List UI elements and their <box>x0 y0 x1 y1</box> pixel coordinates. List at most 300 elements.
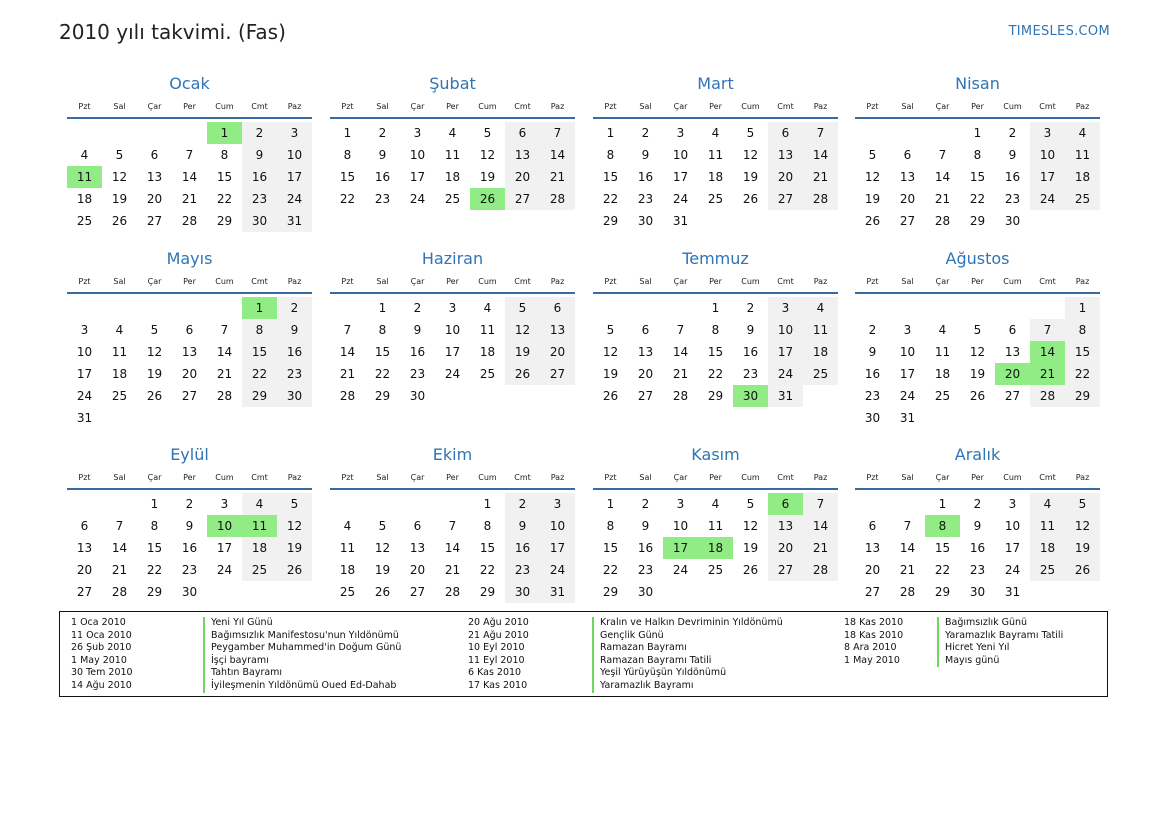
day-cell: 24 <box>672 192 689 206</box>
weekday-label: Sal <box>901 472 914 482</box>
legend-item: Bağımsızlık Günü <box>937 617 1063 630</box>
day-cell: 19 <box>277 537 312 559</box>
legend-item: 21 Ağu 2010 <box>468 629 529 641</box>
day-cell: 26 <box>864 214 881 228</box>
weekday-label: Paz <box>1075 472 1090 482</box>
day-cell: 17 <box>899 367 916 381</box>
day-cell: 13 <box>864 541 881 555</box>
weekday-label: Cum <box>215 472 234 482</box>
day-cell: 15 <box>339 170 356 184</box>
day-cell: 24 <box>277 188 312 210</box>
weekday-label: Pzt <box>866 276 879 286</box>
day-cell: 1 <box>378 301 387 315</box>
day-cell: 18 <box>339 563 356 577</box>
day-cell: 3 <box>768 297 803 319</box>
weekday-label: Pzt <box>341 101 354 111</box>
weekday-label: Paz <box>813 472 828 482</box>
weekday-label: Pzt <box>604 101 617 111</box>
day-cell: 14 <box>540 144 575 166</box>
empty-cell <box>67 122 102 144</box>
day-cell: 19 <box>374 563 391 577</box>
day-cell: 1 <box>606 126 615 140</box>
day-cell: 23 <box>374 192 391 206</box>
empty-cell <box>67 297 102 319</box>
legend-item: 26 Şub 2010 <box>71 642 132 654</box>
empty-cell <box>890 297 925 319</box>
holiday-day-cell: 21 <box>1030 363 1065 385</box>
empty-cell <box>628 297 663 319</box>
day-cell: 17 <box>768 341 803 363</box>
month-name: Haziran <box>421 249 484 268</box>
day-cell: 16 <box>1004 170 1021 184</box>
day-cell: 2 <box>242 122 277 144</box>
day-cell: 5 <box>150 323 159 337</box>
day-cell: 28 <box>672 389 689 403</box>
day-grid <box>855 297 1100 429</box>
day-cell: 2 <box>185 497 194 511</box>
day-cell: 10 <box>768 319 803 341</box>
day-cell: 18 <box>707 170 724 184</box>
day-cell: 9 <box>641 148 650 162</box>
day-cell: 18 <box>1030 537 1065 559</box>
empty-cell <box>400 493 435 515</box>
day-cell: 22 <box>242 363 277 385</box>
month-name: Aralık <box>954 445 1001 464</box>
day-cell: 9 <box>242 144 277 166</box>
weekday-label: Paz <box>1075 101 1090 111</box>
legend-item: 1 May 2010 <box>844 654 900 666</box>
month-name: Eylül <box>170 445 209 464</box>
day-cell: 18 <box>803 341 838 363</box>
day-cell: 14 <box>339 345 356 359</box>
weekday-label: Paz <box>287 101 302 111</box>
day-cell: 28 <box>339 389 356 403</box>
day-cell: 2 <box>277 297 312 319</box>
day-cell: 1 <box>1065 297 1100 319</box>
day-cell: 15 <box>602 170 619 184</box>
weekday-label: Cum <box>1003 276 1022 286</box>
day-cell: 16 <box>374 170 391 184</box>
day-cell: 23 <box>505 559 540 581</box>
day-cell: 23 <box>864 389 881 403</box>
weekday-label: Pzt <box>341 472 354 482</box>
empty-cell <box>593 297 628 319</box>
day-cell: 18 <box>242 537 277 559</box>
day-cell: 23 <box>1004 192 1021 206</box>
holiday-legend <box>59 611 1108 697</box>
day-cell: 25 <box>444 192 461 206</box>
weekday-header <box>855 466 1100 490</box>
weekday-label: Cum <box>741 101 760 111</box>
day-cell: 9 <box>1008 148 1017 162</box>
day-cell: 26 <box>277 559 312 581</box>
day-cell: 13 <box>637 345 654 359</box>
weekday-label: Cum <box>741 472 760 482</box>
day-grid <box>593 297 838 407</box>
day-cell: 10 <box>540 515 575 537</box>
weekday-label: Paz <box>813 276 828 286</box>
day-cell: 8 <box>711 323 720 337</box>
day-cell: 25 <box>76 214 93 228</box>
weekday-header <box>330 270 575 294</box>
day-cell: 30 <box>181 585 198 599</box>
holiday-day-cell: 1 <box>207 122 242 144</box>
legend-item: 10 Eyl 2010 <box>468 642 525 654</box>
day-cell: 25 <box>242 559 277 581</box>
day-cell: 9 <box>277 319 312 341</box>
day-cell: 27 <box>899 214 916 228</box>
day-cell: 31 <box>1004 585 1021 599</box>
day-cell: 27 <box>768 559 803 581</box>
day-cell: 27 <box>864 585 881 599</box>
day-cell: 8 <box>606 519 615 533</box>
day-cell: 28 <box>803 188 838 210</box>
day-cell: 21 <box>803 537 838 559</box>
day-cell: 16 <box>969 541 986 555</box>
day-cell: 9 <box>641 519 650 533</box>
holiday-day-cell: 1 <box>242 297 277 319</box>
day-grid <box>67 493 312 603</box>
day-cell: 18 <box>479 345 496 359</box>
legend-item: Kralın ve Halkın Devriminin Yıldönümü <box>592 617 783 630</box>
month-block <box>593 444 838 603</box>
weekday-label: Sal <box>113 101 126 111</box>
day-cell: 2 <box>868 323 877 337</box>
month-block <box>67 444 312 603</box>
day-cell: 13 <box>146 170 163 184</box>
weekday-label: Cmt <box>1039 101 1056 111</box>
site-link[interactable]: TIMESLES.COM <box>1008 24 1110 39</box>
day-cell: 10 <box>672 148 689 162</box>
weekday-header <box>593 466 838 490</box>
legend-item: 30 Tem 2010 <box>71 667 133 679</box>
weekday-header <box>67 270 312 294</box>
day-cell: 5 <box>115 148 124 162</box>
day-cell: 10 <box>277 144 312 166</box>
day-cell: 15 <box>216 170 233 184</box>
day-cell: 11 <box>111 345 128 359</box>
legend-item: Ramazan Bayramı Tatili <box>592 655 783 668</box>
weekday-label: Per <box>183 101 196 111</box>
day-cell: 13 <box>409 541 426 555</box>
day-cell: 2 <box>1008 126 1017 140</box>
day-cell: 23 <box>277 363 312 385</box>
weekday-label: Sal <box>639 276 652 286</box>
day-cell: 9 <box>185 519 194 533</box>
weekday-label: Sal <box>376 276 389 286</box>
day-cell: 28 <box>1030 385 1065 407</box>
day-cell: 3 <box>903 323 912 337</box>
day-cell: 12 <box>479 148 496 162</box>
day-cell: 20 <box>181 367 198 381</box>
day-cell: 16 <box>409 345 426 359</box>
day-cell: 20 <box>864 563 881 577</box>
day-cell: 25 <box>1030 559 1065 581</box>
empty-cell <box>925 297 960 319</box>
day-cell: 25 <box>111 389 128 403</box>
day-cell: 30 <box>242 210 277 232</box>
day-cell: 17 <box>672 170 689 184</box>
day-cell: 7 <box>220 323 229 337</box>
day-cell: 8 <box>343 148 352 162</box>
day-cell: 10 <box>1004 519 1021 533</box>
legend-item: 11 Oca 2010 <box>71 629 132 641</box>
holiday-day-cell: 11 <box>67 166 102 188</box>
day-cell: 3 <box>220 497 229 511</box>
day-cell: 21 <box>181 192 198 206</box>
legend-item: 20 Ağu 2010 <box>468 617 529 628</box>
empty-cell <box>172 297 207 319</box>
empty-cell <box>435 493 470 515</box>
day-cell: 23 <box>181 563 198 577</box>
day-cell: 15 <box>602 541 619 555</box>
day-cell: 14 <box>803 144 838 166</box>
day-cell: 7 <box>803 493 838 515</box>
legend-item: İyileşmenin Yıldönümü Oued Ed-Dahab <box>203 680 401 693</box>
day-cell: 4 <box>938 323 947 337</box>
legend-item: 11 Eyl 2010 <box>468 654 525 666</box>
day-grid <box>67 122 312 232</box>
day-cell: 19 <box>111 192 128 206</box>
day-cell: 7 <box>185 148 194 162</box>
day-cell: 17 <box>216 541 233 555</box>
day-cell: 21 <box>111 563 128 577</box>
day-cell: 20 <box>146 192 163 206</box>
day-cell: 30 <box>1004 214 1021 228</box>
weekday-label: Pzt <box>78 101 91 111</box>
empty-cell <box>365 493 400 515</box>
empty-cell <box>330 493 365 515</box>
weekday-label: Çar <box>673 276 688 286</box>
day-cell: 6 <box>768 122 803 144</box>
day-cell: 26 <box>602 389 619 403</box>
day-cell: 3 <box>413 126 422 140</box>
legend-item: 18 Kas 2010 <box>844 617 904 628</box>
day-cell: 28 <box>899 585 916 599</box>
day-cell: 1 <box>711 301 720 315</box>
day-cell: 25 <box>803 363 838 385</box>
day-cell: 31 <box>277 210 312 232</box>
day-cell: 22 <box>374 367 391 381</box>
day-cell: 14 <box>444 541 461 555</box>
weekday-label: Cum <box>478 276 497 286</box>
day-cell: 5 <box>277 493 312 515</box>
month-name: Ocak <box>169 74 210 93</box>
legend-item: 18 Kas 2010 <box>844 629 904 641</box>
day-cell: 29 <box>374 389 391 403</box>
weekday-label: Sal <box>113 276 126 286</box>
day-cell: 7 <box>448 519 457 533</box>
weekday-label: Paz <box>550 101 565 111</box>
day-cell: 29 <box>1065 385 1100 407</box>
day-cell: 2 <box>641 497 650 511</box>
day-cell: 30 <box>969 585 986 599</box>
holiday-day-cell: 20 <box>995 363 1030 385</box>
day-cell: 29 <box>146 585 163 599</box>
day-cell: 21 <box>444 563 461 577</box>
weekday-label: Çar <box>147 101 162 111</box>
day-cell: 22 <box>339 192 356 206</box>
day-cell: 30 <box>409 389 426 403</box>
day-cell: 2 <box>413 301 422 315</box>
day-cell: 31 <box>672 214 689 228</box>
day-cell: 2 <box>641 126 650 140</box>
weekday-label: Paz <box>550 472 565 482</box>
day-cell: 10 <box>1030 144 1065 166</box>
day-cell: 25 <box>479 367 496 381</box>
day-cell: 4 <box>448 126 457 140</box>
day-cell: 13 <box>540 319 575 341</box>
day-cell: 20 <box>76 563 93 577</box>
day-cell: 6 <box>413 519 422 533</box>
day-cell: 31 <box>768 385 803 407</box>
day-cell: 20 <box>768 166 803 188</box>
weekday-label: Cmt <box>1039 472 1056 482</box>
day-cell: 12 <box>146 345 163 359</box>
empty-cell <box>137 122 172 144</box>
weekday-header <box>330 466 575 490</box>
holiday-day-cell: 11 <box>242 515 277 537</box>
day-cell: 26 <box>111 214 128 228</box>
day-cell: 4 <box>711 497 720 511</box>
day-cell: 13 <box>768 515 803 537</box>
day-cell: 10 <box>444 323 461 337</box>
day-cell: 24 <box>1030 188 1065 210</box>
day-cell: 17 <box>444 345 461 359</box>
day-cell: 21 <box>672 367 689 381</box>
day-cell: 4 <box>803 297 838 319</box>
month-name: Şubat <box>429 74 476 93</box>
day-cell: 5 <box>746 126 755 140</box>
day-cell: 31 <box>899 411 916 425</box>
weekday-label: Per <box>709 101 722 111</box>
weekday-label: Cmt <box>251 101 268 111</box>
month-block <box>330 248 575 407</box>
weekday-label: Cum <box>741 276 760 286</box>
day-cell: 3 <box>448 301 457 315</box>
day-cell: 18 <box>76 192 93 206</box>
legend-col-names-2 <box>592 617 783 693</box>
day-cell: 24 <box>1004 563 1021 577</box>
empty-cell <box>137 297 172 319</box>
day-cell: 6 <box>185 323 194 337</box>
weekday-label: Cum <box>215 276 234 286</box>
day-cell: 11 <box>1030 515 1065 537</box>
day-cell: 12 <box>864 170 881 184</box>
day-cell: 1 <box>938 497 947 511</box>
day-cell: 15 <box>479 541 496 555</box>
day-cell: 27 <box>181 389 198 403</box>
day-cell: 4 <box>343 519 352 533</box>
weekday-header <box>67 95 312 119</box>
day-cell: 22 <box>479 563 496 577</box>
day-cell: 21 <box>540 166 575 188</box>
day-cell: 2 <box>746 301 755 315</box>
legend-item: Bağımsızlık Manifestosu'nun Yıldönümü <box>203 630 401 643</box>
weekday-label: Per <box>446 101 459 111</box>
weekday-label: Cum <box>215 101 234 111</box>
day-cell: 23 <box>242 188 277 210</box>
day-cell: 25 <box>339 585 356 599</box>
day-grid <box>855 493 1100 603</box>
day-cell: 14 <box>216 345 233 359</box>
day-cell: 1 <box>483 497 492 511</box>
day-cell: 12 <box>277 515 312 537</box>
legend-item: Mayıs günü <box>937 655 1063 668</box>
weekday-label: Pzt <box>78 276 91 286</box>
empty-cell <box>330 297 365 319</box>
legend-item: Yaramazlık Bayramı <box>592 680 783 693</box>
day-cell: 3 <box>277 122 312 144</box>
day-cell: 16 <box>181 541 198 555</box>
day-cell: 29 <box>242 385 277 407</box>
day-cell: 1 <box>343 126 352 140</box>
day-cell: 12 <box>505 319 540 341</box>
day-cell: 17 <box>76 367 93 381</box>
day-cell: 11 <box>479 323 496 337</box>
day-cell: 9 <box>746 323 755 337</box>
day-cell: 27 <box>146 214 163 228</box>
month-name: Ekim <box>432 445 473 464</box>
month-name: Kasım <box>691 445 740 464</box>
weekday-label: Çar <box>410 472 425 482</box>
legend-item: 1 May 2010 <box>71 654 127 666</box>
day-cell: 21 <box>899 563 916 577</box>
month-block <box>593 73 838 232</box>
day-cell: 22 <box>602 563 619 577</box>
day-cell: 6 <box>903 148 912 162</box>
holiday-day-cell: 30 <box>733 385 768 407</box>
weekday-header <box>593 270 838 294</box>
weekday-header <box>330 95 575 119</box>
legend-item: Peygamber Muhammed'in Doğum Günü <box>203 642 401 655</box>
day-cell: 25 <box>707 192 724 206</box>
holiday-day-cell: 6 <box>768 493 803 515</box>
weekday-label: Sal <box>113 472 126 482</box>
weekday-label: Per <box>183 276 196 286</box>
day-cell: 29 <box>602 214 619 228</box>
legend-item: Gençlik Günü <box>592 630 783 643</box>
day-cell: 8 <box>483 519 492 533</box>
weekday-label: Paz <box>550 276 565 286</box>
day-cell: 29 <box>216 214 233 228</box>
day-cell: 6 <box>868 519 877 533</box>
day-cell: 17 <box>277 166 312 188</box>
weekday-label: Cmt <box>1039 276 1056 286</box>
legend-col-names-3 <box>937 617 1063 667</box>
day-cell: 16 <box>864 367 881 381</box>
day-grid <box>330 122 575 210</box>
day-cell: 4 <box>1030 493 1065 515</box>
day-cell: 20 <box>540 341 575 363</box>
weekday-label: Cum <box>1003 472 1022 482</box>
holiday-day-cell: 26 <box>470 188 505 210</box>
day-cell: 21 <box>339 367 356 381</box>
day-cell: 12 <box>742 519 759 533</box>
day-cell: 10 <box>672 519 689 533</box>
legend-item: 17 Kas 2010 <box>468 679 528 691</box>
day-cell: 15 <box>934 541 951 555</box>
legend-col-dates-3 <box>844 617 903 667</box>
day-cell: 19 <box>969 367 986 381</box>
weekday-label: Per <box>709 472 722 482</box>
day-cell: 24 <box>409 192 426 206</box>
day-cell: 27 <box>505 188 540 210</box>
day-cell: 4 <box>1065 122 1100 144</box>
day-cell: 6 <box>540 297 575 319</box>
day-cell: 9 <box>973 519 982 533</box>
day-cell: 10 <box>76 345 93 359</box>
